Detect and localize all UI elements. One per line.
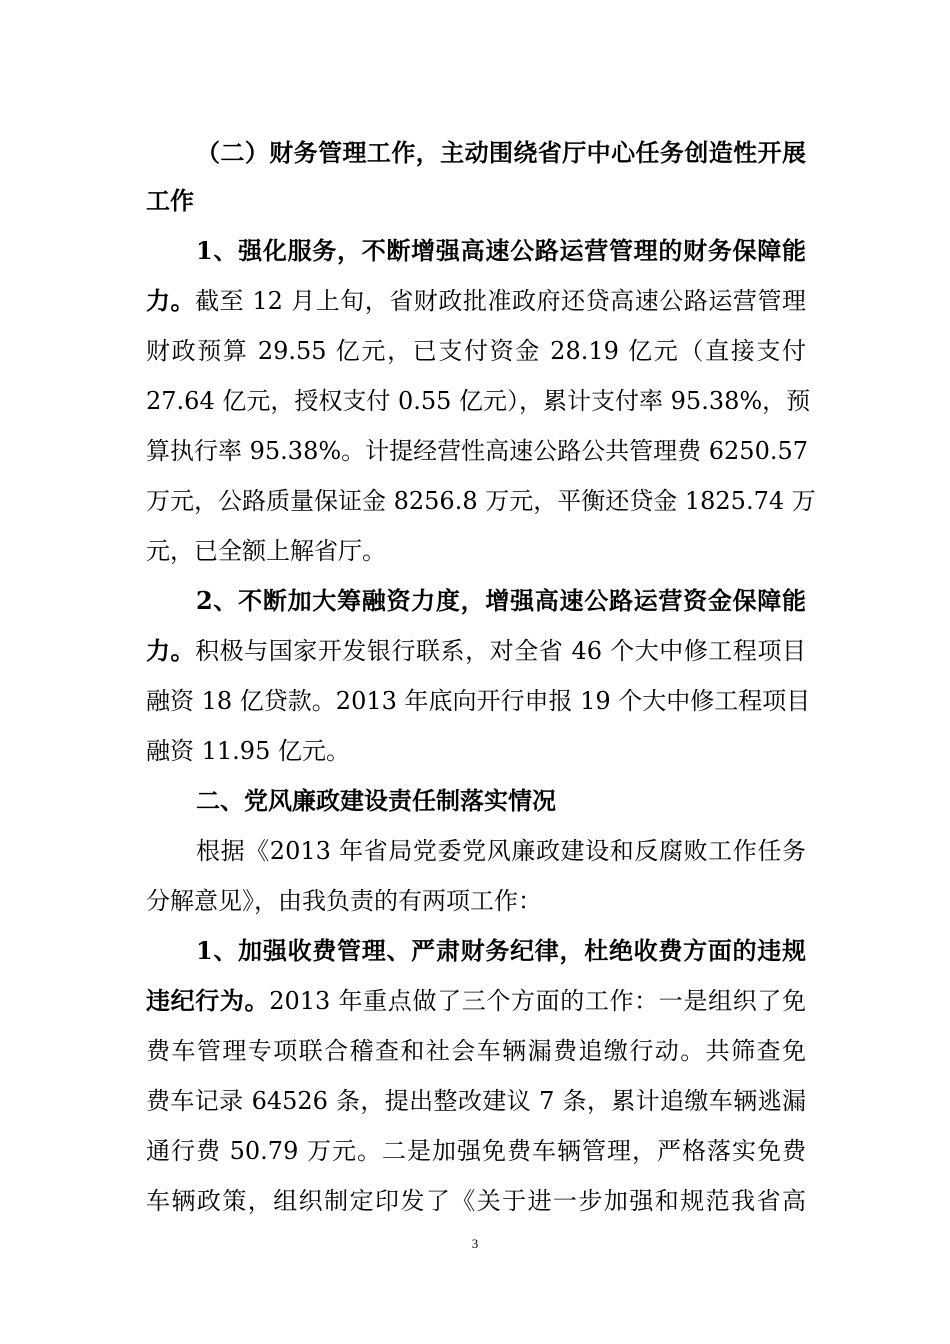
para-1-line-4: 27.64 亿元，授权支付 0.55 亿元），累计支付率 95.38%，预	[146, 387, 811, 415]
para-3-line-1: 根据《2013 年省局党委党风廉政建设和反腐败工作任务	[196, 837, 806, 865]
para-1-heading: 1、强化服务，不断增强高速公路运营管理的财务保障能	[196, 236, 806, 265]
para-1-lead: 力。	[146, 286, 196, 315]
para-2-line-2-text: 积极与国家开发银行联系，对全省 46 个大中修工程项目	[195, 637, 806, 665]
para-4-lead: 违纪行为。	[146, 986, 270, 1015]
para-4-line-6: 车辆政策，组织制定印发了《关于进一步加强和规范我省高	[146, 1187, 806, 1215]
para-2-heading: 2、不断加大筹融资力度，增强高速公路运营资金保障能	[196, 586, 806, 615]
para-4-line-3: 费车管理专项联合稽查和社会车辆漏费追缴行动。共筛查免	[146, 1037, 806, 1065]
para-1-line-3: 财政预算 29.55 亿元，已支付资金 28.19 亿元（直接支付	[146, 337, 806, 365]
para-4-line-4: 费车记录 64526 条，提出整改建议 7 条，累计追缴车辆逃漏	[146, 1087, 806, 1115]
para-2-line-2	[146, 636, 806, 666]
para-1-line-7: 元，已全额上解省厅。	[146, 537, 386, 565]
para-4-line-2-text: 2013 年重点做了三个方面的工作：一是组织了免	[269, 987, 806, 1015]
page-number: 3	[471, 1236, 479, 1251]
para-2-line-3: 融资 18 亿贷款。2013 年底向开行申报 19 个大中修工程项目	[146, 687, 811, 715]
para-4-line-2	[146, 986, 806, 1016]
para-1-line-2	[146, 286, 806, 316]
para-3-line-2: 分解意见》，由我负责的有两项工作：	[146, 887, 542, 915]
para-2-lead: 力。	[146, 636, 196, 665]
para-4-line-5: 通行费 50.79 万元。二是加强免费车辆管理，严格落实免费	[146, 1137, 806, 1165]
section-heading-2: 二、党风廉政建设责任制落实情况	[196, 786, 556, 815]
para-1-line-2-text: 截至 12 月上旬，省财政批准政府还贷高速公路运营管理	[195, 287, 806, 315]
para-1-line-6: 万元，公路质量保证金 8256.8 万元，平衡还贷金 1825.74 万	[146, 487, 816, 515]
section-heading-line-1: （二）财务管理工作，主动围绕省厅中心任务创造性开展	[196, 138, 806, 167]
para-1-line-5: 算执行率 95.38%。计提经营性高速公路公共管理费 6250.57	[146, 437, 809, 465]
para-2-line-4: 融资 11.95 亿元。	[146, 737, 350, 765]
para-4-heading: 1、加强收费管理、严肃财务纪律，杜绝收费方面的违规	[196, 936, 806, 965]
section-heading-line-2: 工作	[146, 186, 194, 215]
